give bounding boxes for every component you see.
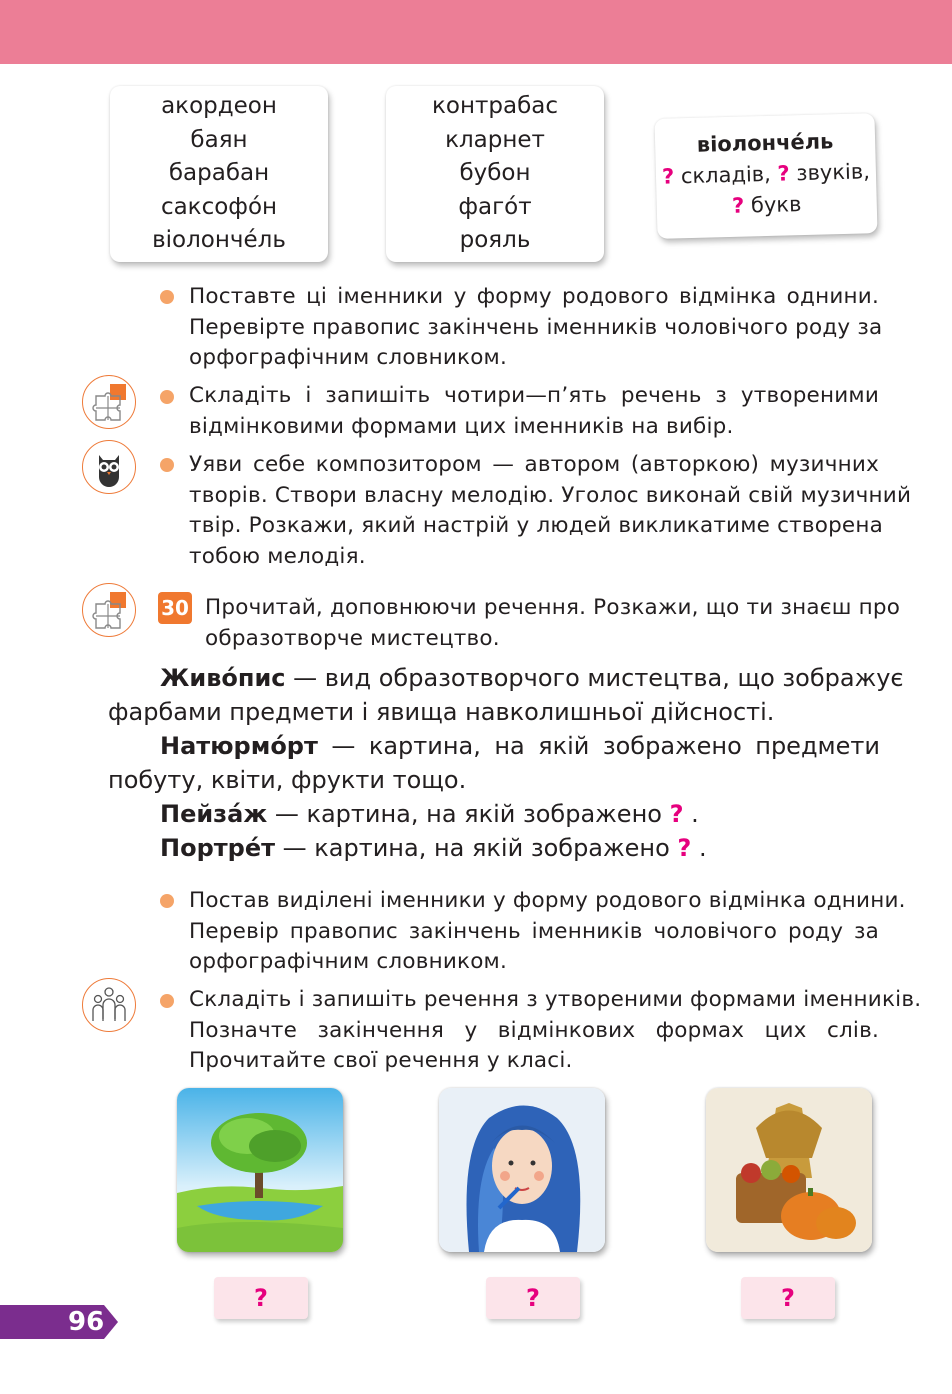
word: кларнет xyxy=(445,126,545,153)
landscape-picture xyxy=(177,1088,343,1252)
definition-text: побуту, квіти, фрукти тощо. xyxy=(108,766,467,794)
puzzle-icon xyxy=(82,375,136,429)
definition-end: . xyxy=(691,834,707,862)
text-line: Поставте ці іменники у форму родового відмінка однини. xyxy=(189,284,879,309)
definition-painting xyxy=(108,661,904,729)
text-line: Складіть і запишіть речення з утвореними формами іменників. xyxy=(189,987,922,1012)
word: контрабас xyxy=(431,93,559,119)
text-line: Прочитай, доповнюючи речення. Розкажи, що ти знаєш про xyxy=(205,595,901,620)
text-line: Уяви себе композитором — автором (авторкою) музичних xyxy=(189,452,879,477)
task-text xyxy=(189,985,922,1077)
word: фаго́т xyxy=(458,193,532,220)
word: акордеон xyxy=(161,93,277,119)
bullet xyxy=(160,458,174,472)
text-line: Прочитайте свої речення у класі. xyxy=(189,1048,573,1074)
question-mark: ? xyxy=(254,1284,268,1312)
term: Натюрмо́рт xyxy=(160,732,318,760)
word-card-left xyxy=(110,86,328,262)
puzzle-icon xyxy=(82,583,136,637)
definition-text: — картина, на якій зображено предмети xyxy=(317,732,880,760)
bullet xyxy=(160,390,174,404)
answer-box[interactable] xyxy=(214,1277,308,1319)
portrait-picture xyxy=(439,1088,605,1252)
syllables-label: складів, xyxy=(680,161,772,189)
word: рояль xyxy=(459,227,531,253)
answer-box[interactable] xyxy=(741,1277,835,1319)
text-line: творів. Створи власну мелодію. Уголос виконай свій музичний xyxy=(189,482,912,508)
question-mark: ? xyxy=(669,800,684,828)
bullet xyxy=(160,994,174,1008)
task-word: віолонче́ль xyxy=(696,129,834,157)
text-line: Перевір правопис закінчень іменників чоловічого роду за xyxy=(189,918,879,944)
answer-box[interactable] xyxy=(486,1277,580,1319)
word: саксофо́н xyxy=(160,193,278,220)
task-text xyxy=(189,282,883,374)
definition-portrait xyxy=(160,831,880,865)
text-line: Складіть і запишіть чотири—п’ять речень з утвореними xyxy=(189,383,879,408)
word: баян xyxy=(190,126,248,153)
word: бубон xyxy=(459,160,531,186)
page-number-tab xyxy=(0,1305,118,1339)
text-line: твір. Розкажи, який настрій у людей викликатиме створена xyxy=(189,513,883,539)
exercise-instruction xyxy=(205,593,901,654)
page-number: 96 xyxy=(68,1307,105,1337)
sounds-label: звуків, xyxy=(796,159,871,186)
bullet xyxy=(160,894,174,908)
text-line: Позначте закінчення у відмінкових формах цих слів. xyxy=(189,1017,879,1043)
definition-end: . xyxy=(683,800,699,828)
word-card-middle xyxy=(386,86,604,262)
question-mark: ? xyxy=(526,1284,540,1312)
text-line: Перевірте правопис закінчень іменників чоловічого роду за xyxy=(189,314,883,340)
header-bar xyxy=(0,0,952,64)
question-mark: ? xyxy=(781,1284,795,1312)
task-text xyxy=(189,381,879,442)
word: барабан xyxy=(168,160,270,186)
question-mark: ? xyxy=(731,193,745,218)
definition-text: — картина, на якій зображено xyxy=(275,834,678,862)
text-line: Постав виділені іменники у форму родового відмінка однини. xyxy=(189,888,906,913)
definition-text: — картина, на якій зображено xyxy=(267,800,670,828)
bullet xyxy=(160,290,174,304)
text-line: орфографічним словником. xyxy=(189,345,508,371)
text-line: відмінковими формами цих іменників на вибір. xyxy=(189,413,734,439)
text-line: тобою мелодія. xyxy=(189,543,366,569)
question-mark: ? xyxy=(677,834,692,862)
term: Пейза́ж xyxy=(160,800,268,828)
task-card xyxy=(654,113,877,239)
text-line: орфографічним словником. xyxy=(189,949,508,975)
task-text xyxy=(189,886,906,978)
definition-text: — вид образотворчого мистецтва, що зображує xyxy=(285,664,904,692)
term: Портре́т xyxy=(160,834,276,862)
definition-landscape xyxy=(160,797,880,831)
group-icon xyxy=(82,978,136,1032)
text-line: образотворче мистецтво. xyxy=(205,625,500,651)
letters-label: букв xyxy=(750,192,802,218)
exercise-number: 30 xyxy=(158,592,192,624)
definition-still-life xyxy=(108,729,880,797)
owl-icon xyxy=(82,440,136,494)
definition-text: фарбами предмети і явища навколишньої дійсності. xyxy=(108,698,775,726)
task-text xyxy=(189,450,912,572)
still-life-picture xyxy=(706,1088,872,1252)
term: Живо́пис xyxy=(160,664,286,692)
question-mark: ? xyxy=(661,164,675,189)
word: віолонче́ль xyxy=(152,227,286,253)
question-mark: ? xyxy=(777,161,790,186)
